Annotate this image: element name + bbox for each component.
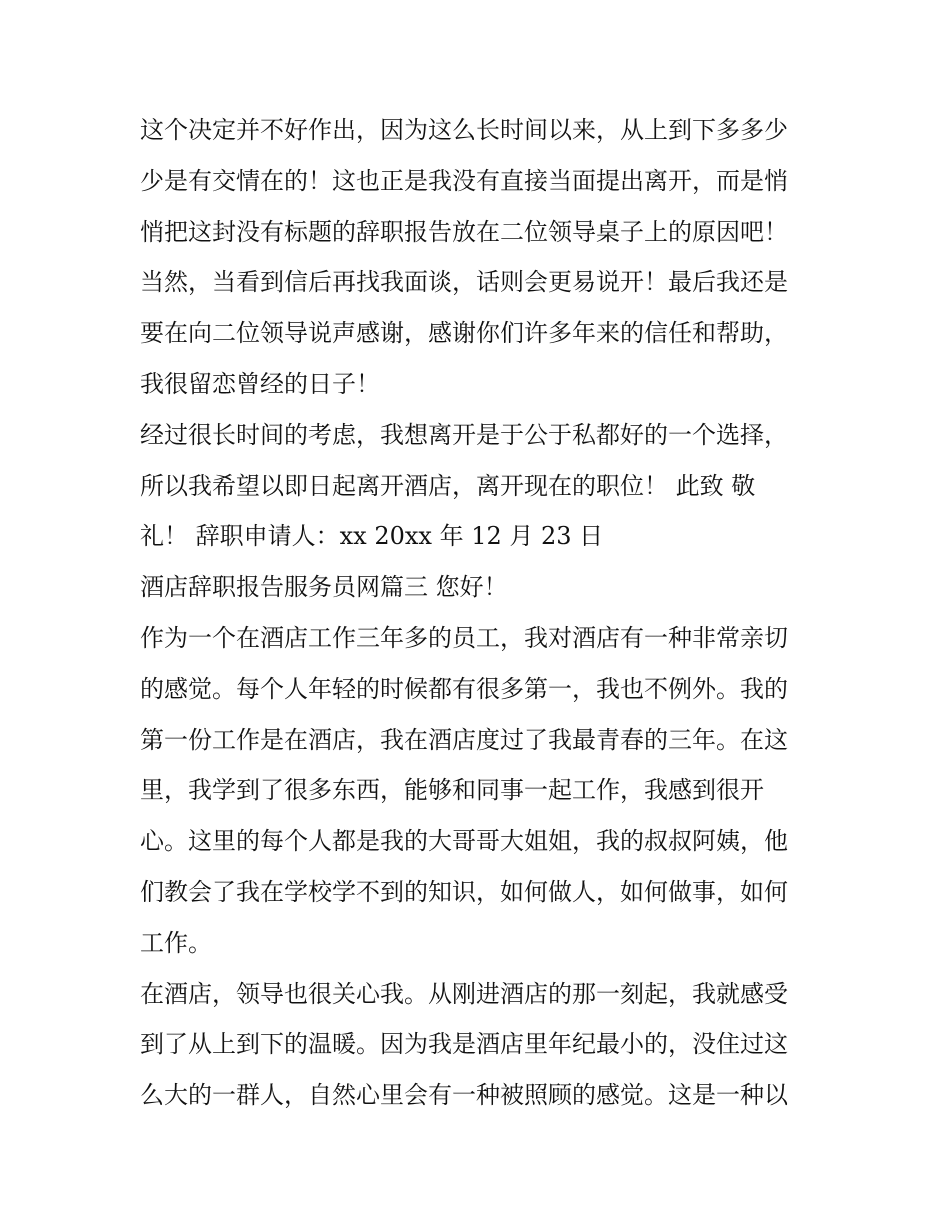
text-line: 酒店辞职报告服务员网篇三 您好！ (140, 573, 508, 602)
text-line: 作为一个在酒店工作三年多的员工，我对酒店有一种非常亲切 (140, 623, 788, 652)
text-line: 们教会了我在学校学不到的知识，如何做人，如何做事，如何 (140, 877, 788, 906)
text-line: 心。这里的每个人都是我的大哥哥大姐姐，我的叔叔阿姨，他 (140, 827, 788, 856)
text-line: 我很留恋曾经的日子！ (140, 369, 380, 398)
text-line: 第一份工作是在酒店，我在酒店度过了我最青春的三年。在这 (140, 725, 788, 754)
document-body (140, 109, 820, 1125)
text-line: 么大的一群人，自然心里会有一种被照顾的感觉。这是一种以 (140, 1081, 788, 1110)
text-line: 工作。 (140, 928, 212, 957)
text-line: 当然，当看到信后再找我面谈，话则会更易说开！最后我还是 (140, 268, 788, 297)
text-line: 经过很长时间的考虑，我想离开是于公于私都好的一个选择， (140, 420, 788, 449)
text-line: 所以我希望以即日起离开酒店，离开现在的职位！ 此致 敬 (140, 471, 756, 500)
text-line: 的感觉。每个人年轻的时候都有很多第一，我也不例外。我的 (140, 674, 788, 703)
text-line: 悄把这封没有标题的辞职报告放在二位领导桌子上的原因吧！ (140, 217, 788, 246)
text-line: 礼！ 辞职申请人：xx 20xx 年 12 月 23 日 (140, 522, 604, 551)
text-line: 里，我学到了很多东西，能够和同事一起工作，我感到很开 (140, 776, 764, 805)
text-line: 到了从上到下的温暖。因为我是酒店里年纪最小的，没住过这 (140, 1030, 788, 1059)
text-line: 这个决定并不好作出，因为这么长时间以来，从上到下多多少 (140, 116, 788, 144)
text-line: 在酒店，领导也很关心我。从刚进酒店的那一刻起，我就感受 (140, 979, 788, 1008)
text-line: 要在向二位领导说声感谢，感谢你们许多年来的信任和帮助， (140, 319, 788, 348)
text-line: 少是有交情在的！这也正是我没有直接当面提出离开，而是悄 (140, 166, 788, 195)
